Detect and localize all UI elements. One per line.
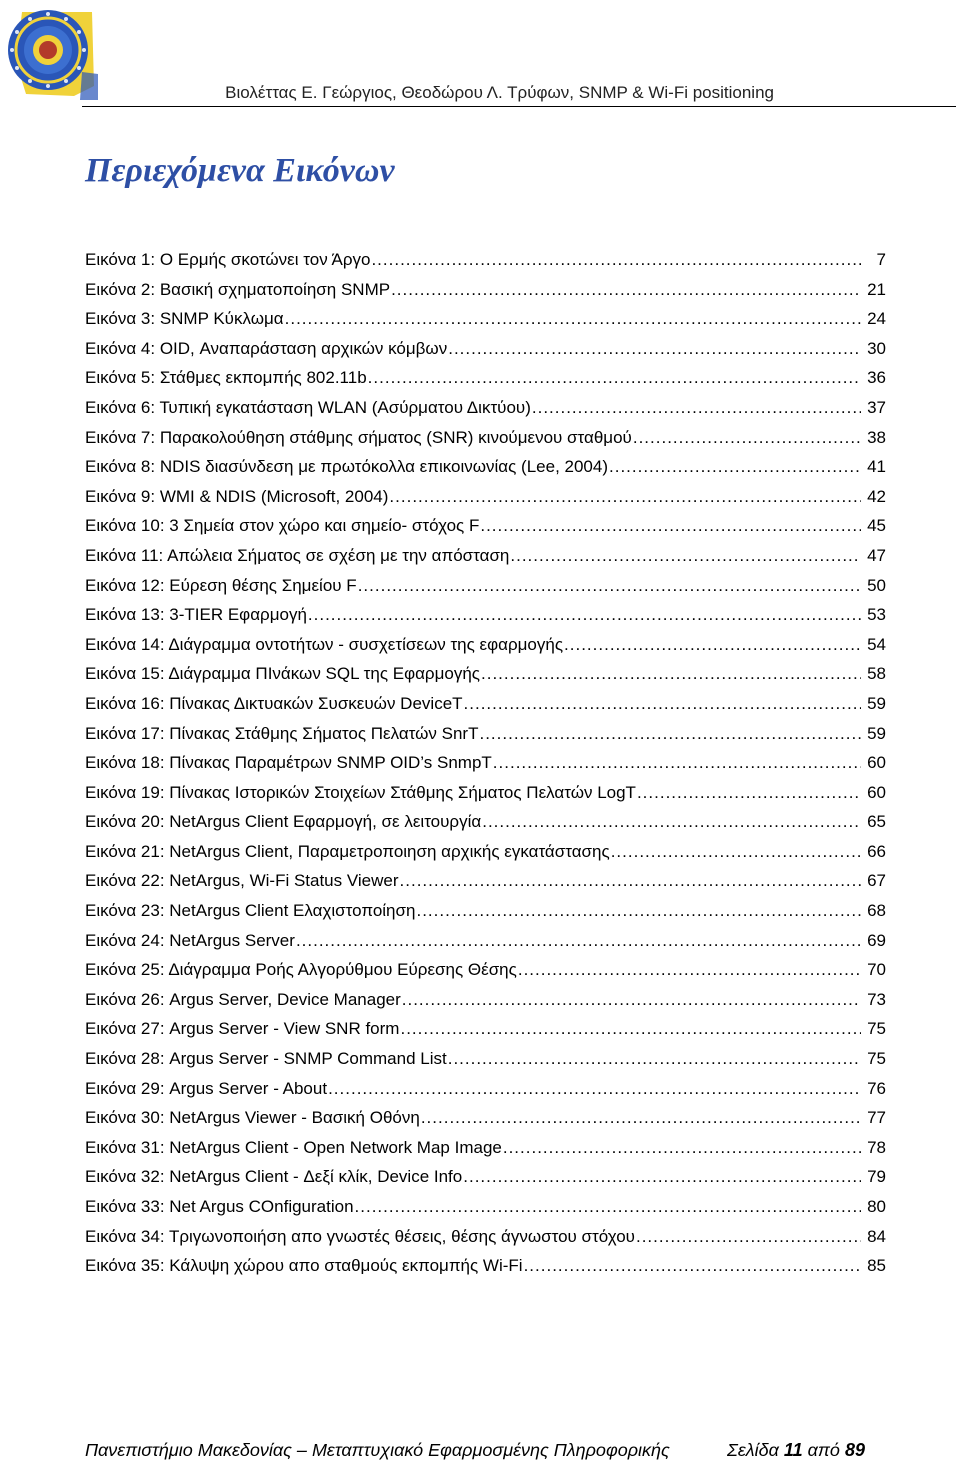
toc-entry-label[interactable]: Εικόνα 15: Διάγραμμα ΠΙνάκων SQL της Εφαρμογής <box>85 664 481 684</box>
toc-entry-page[interactable]: 60 <box>867 782 886 802</box>
toc-entry[interactable] <box>85 541 886 571</box>
footer-page-total: 89 <box>844 1440 865 1460</box>
toc-entry[interactable] <box>85 778 886 808</box>
toc-entry[interactable] <box>85 1251 886 1281</box>
toc-entry-label[interactable]: Εικόνα 31: NetArgus Client - Open Network Map Image <box>85 1137 502 1157</box>
toc-entry[interactable] <box>85 955 886 985</box>
footer-page-sep: από <box>807 1440 840 1460</box>
toc-entry-page[interactable]: 36 <box>867 368 886 388</box>
toc-entry-page[interactable]: 67 <box>867 871 886 891</box>
toc-dot-leader <box>609 452 861 482</box>
toc-dot-leader <box>416 896 861 926</box>
toc-dot-leader <box>400 866 861 896</box>
toc-entry-label[interactable]: Εικόνα 2: Βασική σχηματοποίηση SNMP <box>85 279 391 299</box>
toc-entry-page[interactable]: 75 <box>867 1019 886 1039</box>
toc-entry[interactable] <box>85 837 886 867</box>
toc-dot-leader <box>636 1222 861 1252</box>
toc-entry-label[interactable]: Εικόνα 29: Argus Server - About <box>85 1078 328 1098</box>
toc-entry-page[interactable]: 21 <box>867 279 886 299</box>
toc-dot-leader <box>296 926 861 956</box>
toc-dot-leader <box>510 541 861 571</box>
toc-dot-leader <box>482 807 861 837</box>
toc-entry[interactable] <box>85 1192 886 1222</box>
toc-entry-label[interactable]: Εικόνα 5: Στάθμες εκπομπής 802.11b <box>85 368 367 388</box>
toc-entry-page[interactable]: 42 <box>867 486 886 506</box>
toc-dot-leader <box>532 393 861 423</box>
toc-entry-label[interactable]: Εικόνα 6: Τυπική εγκατάσταση WLAN (Ασύρματου Δικτύου) <box>85 397 531 417</box>
toc-entry-label[interactable]: Εικόνα 11: Απώλεια Σήματος σε σχέση με την απόσταση <box>85 545 510 565</box>
toc-entry-page[interactable]: 38 <box>867 427 886 447</box>
toc-entry-label[interactable]: Εικόνα 3: SNMP Κύκλωμα <box>85 309 284 329</box>
toc-entry-label[interactable]: Εικόνα 27: Argus Server - View SNR form <box>85 1019 400 1039</box>
toc-entry[interactable] <box>85 363 886 393</box>
toc-entry[interactable] <box>85 689 886 719</box>
toc-entry-label[interactable]: Εικόνα 23: NetArgus Client Ελαχιστοποίηση <box>85 901 416 921</box>
toc-entry[interactable] <box>85 630 886 660</box>
footer-page-number: 11 <box>783 1440 803 1460</box>
toc-entry-page[interactable]: 7 <box>876 250 886 269</box>
toc-dot-leader <box>463 1162 861 1192</box>
toc-dot-leader <box>611 837 861 867</box>
toc-entry-page[interactable]: 75 <box>867 1049 886 1069</box>
toc-entry-label[interactable]: Εικόνα 35: Κάλυψη χώρου απο σταθμούς εκπομπής Wi-Fi <box>85 1256 523 1276</box>
toc-entry-page[interactable]: 69 <box>867 930 886 950</box>
toc-entry-page[interactable]: 47 <box>867 545 886 565</box>
toc-entry-page[interactable]: 76 <box>867 1078 886 1098</box>
toc-entry-label[interactable]: Εικόνα 26: Argus Server, Device Manager <box>85 989 401 1009</box>
toc-entry-page[interactable]: 30 <box>867 338 886 358</box>
toc-entry[interactable] <box>85 334 886 364</box>
toc-entry[interactable] <box>85 1044 886 1074</box>
toc-dot-leader <box>328 1074 861 1104</box>
toc-entry[interactable] <box>85 511 886 541</box>
toc-dot-leader <box>400 1014 861 1044</box>
toc-entry[interactable] <box>85 245 886 275</box>
toc-dot-leader <box>480 511 861 541</box>
toc-entry-label[interactable]: Εικόνα 12: Εύρεση θέσης Σημείου F <box>85 575 357 595</box>
toc-entry-label[interactable]: Εικόνα 22: NetArgus, Wi-Fi Status Viewer <box>85 871 399 891</box>
toc-dot-leader <box>633 423 861 453</box>
toc-dot-leader <box>391 275 861 305</box>
footer-institution: Πανεπιστήμιο Μακεδονίας – Μεταπτυχιακό Εφαρμοσμένης Πληροφορικής <box>85 1440 670 1460</box>
toc-entry[interactable] <box>85 748 886 778</box>
toc-dot-leader <box>368 363 861 393</box>
toc-entry[interactable] <box>85 304 886 334</box>
university-seal-logo <box>2 2 102 102</box>
toc-dot-leader <box>371 245 861 275</box>
toc-entry[interactable] <box>85 275 886 305</box>
toc-entry[interactable] <box>85 1014 886 1044</box>
toc-entry-page[interactable]: 77 <box>867 1108 886 1128</box>
toc-dot-leader <box>448 334 861 364</box>
toc-entry[interactable] <box>85 1162 886 1192</box>
toc-entry-label[interactable]: Εικόνα 13: 3-TIER Εφαρμογή <box>85 605 307 625</box>
toc-entry-page[interactable]: 59 <box>867 693 886 713</box>
toc-entry-page[interactable]: 70 <box>867 960 886 980</box>
toc-entry[interactable] <box>85 571 886 601</box>
toc-entry[interactable] <box>85 896 886 926</box>
toc-dot-leader <box>448 1044 861 1074</box>
toc-entry[interactable] <box>85 1074 886 1104</box>
toc-entry[interactable] <box>85 807 886 837</box>
toc-entry[interactable] <box>85 926 886 956</box>
toc-entry[interactable] <box>85 659 886 689</box>
toc-entry[interactable] <box>85 1222 886 1252</box>
toc-entry-page[interactable]: 80 <box>867 1197 886 1216</box>
toc-entry-label[interactable]: Εικόνα 24: NetArgus Server <box>85 930 295 950</box>
toc-dot-leader <box>421 1103 861 1133</box>
toc-dot-leader <box>518 955 861 985</box>
toc-entry-label[interactable]: Εικόνα 10: 3 Σημεία στον χώρο και σημείο- στόχος F <box>85 516 480 536</box>
toc-dot-leader <box>481 659 861 689</box>
toc-dot-leader <box>285 304 861 334</box>
toc-entry-label[interactable]: Εικόνα 20: NetArgus Client Εφαρμογή, σε λειτουργία <box>85 812 482 832</box>
toc-dot-leader <box>389 482 861 512</box>
toc-entry-label[interactable]: Εικόνα 7: Παρακολούθηση στάθμης σήματος (SNR) κινούμενου σταθμού <box>85 427 632 447</box>
toc-entry-page[interactable]: 50 <box>867 575 886 595</box>
toc-entry-label[interactable]: Εικόνα 34: Τριγωνοποιήση απο γνωστές θέσεις, θέσης άγνωστου στόχου <box>85 1226 635 1246</box>
toc-entry-label[interactable]: Εικόνα 14: Διάγραμμα οντοτήτων - συσχετίσεων της εφαρμογής <box>85 634 564 654</box>
toc-dot-leader <box>402 985 861 1015</box>
toc-entry-label[interactable]: Εικόνα 28: Argus Server - SNMP Command List <box>85 1049 447 1069</box>
toc-entry-page[interactable]: 66 <box>867 841 886 861</box>
toc-entry-page[interactable]: 37 <box>867 397 886 417</box>
toc-entry-page[interactable]: 45 <box>867 516 886 536</box>
toc-dot-leader <box>308 600 861 630</box>
toc-entry-page[interactable]: 53 <box>867 605 886 625</box>
toc-entry-page[interactable]: 24 <box>867 309 886 329</box>
toc-entry-label[interactable]: Εικόνα 17: Πίνακας Στάθμης Σήματος Πελατών SnrT <box>85 723 479 743</box>
toc-dot-leader <box>479 719 861 749</box>
toc-entry[interactable] <box>85 866 886 896</box>
toc-entry[interactable] <box>85 1103 886 1133</box>
toc-entry-page[interactable]: 60 <box>867 753 886 773</box>
toc-entry-page[interactable]: 85 <box>867 1256 886 1276</box>
page-title: Περιεχόμενα Εικόνων <box>85 152 395 189</box>
toc-entry-page[interactable]: 58 <box>867 664 886 684</box>
toc-dot-leader <box>503 1133 861 1163</box>
toc-entry-label[interactable]: Εικόνα 18: Πίνακας Παραμέτρων SNMP OID’s SnmpT <box>85 753 492 773</box>
toc-entry[interactable] <box>85 719 886 749</box>
toc-dot-leader <box>464 689 861 719</box>
footer-page-prefix: Σελίδα <box>727 1440 779 1460</box>
toc-dot-leader <box>358 571 861 601</box>
toc-entry-label[interactable]: Εικόνα 1: Ο Ερμής σκοτώνει τον Άργο <box>85 250 371 269</box>
toc-entry-label[interactable]: Εικόνα 25: Διάγραμμα Ροής Αλγορύθμου Εύρεσης Θέσης <box>85 960 517 980</box>
toc-entry-page[interactable]: 65 <box>867 812 886 832</box>
toc-entry-label[interactable]: Εικόνα 21: NetArgus Client, Παραμετροποιηση αρχικής εγκατάστασης <box>85 841 610 861</box>
header-divider <box>82 106 956 107</box>
toc-entry-page[interactable]: 78 <box>867 1137 886 1157</box>
toc-entry-page[interactable]: 68 <box>867 901 886 921</box>
toc-entry[interactable] <box>85 452 886 482</box>
toc-dot-leader <box>355 1192 861 1222</box>
toc-entry-label[interactable]: Εικόνα 9: WMI & NDIS (Microsoft, 2004) <box>85 486 389 506</box>
table-of-figures <box>85 245 886 1281</box>
toc-entry-label[interactable]: Εικόνα 16: Πίνακας Δικτυακών Συσκευών DeviceT <box>85 693 463 713</box>
toc-dot-leader <box>493 748 861 778</box>
toc-entry-page[interactable]: 41 <box>867 457 886 477</box>
toc-entry-page[interactable]: 54 <box>867 634 886 654</box>
running-header: Βιολέττας Ε. Γεώργιος, Θεοδώρου Λ. Τρύφων, SNMP & Wi-Fi positioning <box>225 83 774 102</box>
toc-entry-page[interactable]: 84 <box>867 1226 886 1246</box>
toc-entry-page[interactable]: 73 <box>867 989 886 1009</box>
toc-entry[interactable] <box>85 600 886 630</box>
toc-entry-page[interactable]: 59 <box>867 723 886 743</box>
toc-dot-leader <box>524 1251 861 1281</box>
toc-entry-label[interactable]: Εικόνα 8: NDIS διασύνδεση με πρωτόκολλα επικοινωνίας (Lee, 2004) <box>85 457 608 477</box>
toc-entry-label[interactable]: Εικόνα 32: NetArgus Client - Δεξί κλίκ, Device Info <box>85 1167 463 1187</box>
toc-dot-leader <box>564 630 861 660</box>
toc-entry-label[interactable]: Εικόνα 30: NetArgus Viewer - Βασική Οθόνη <box>85 1108 420 1128</box>
toc-entry[interactable] <box>85 985 886 1015</box>
toc-entry-label[interactable]: Εικόνα 33: Net Argus COnfiguration <box>85 1197 354 1216</box>
toc-entry[interactable] <box>85 482 886 512</box>
seal-graphic <box>2 2 102 102</box>
toc-entry-page[interactable]: 79 <box>867 1167 886 1187</box>
toc-entry[interactable] <box>85 1133 886 1163</box>
toc-entry-label[interactable]: Εικόνα 4: OID, Αναπαράσταση αρχικών κόμβων <box>85 338 448 358</box>
toc-entry[interactable] <box>85 393 886 423</box>
toc-dot-leader <box>637 778 861 808</box>
toc-entry-label[interactable]: Εικόνα 19: Πίνακας Ιστορικών Στοιχείων Στάθμης Σήματος Πελατών LogT <box>85 782 636 802</box>
footer-page-indicator <box>727 1440 865 1461</box>
toc-entry[interactable] <box>85 423 886 453</box>
